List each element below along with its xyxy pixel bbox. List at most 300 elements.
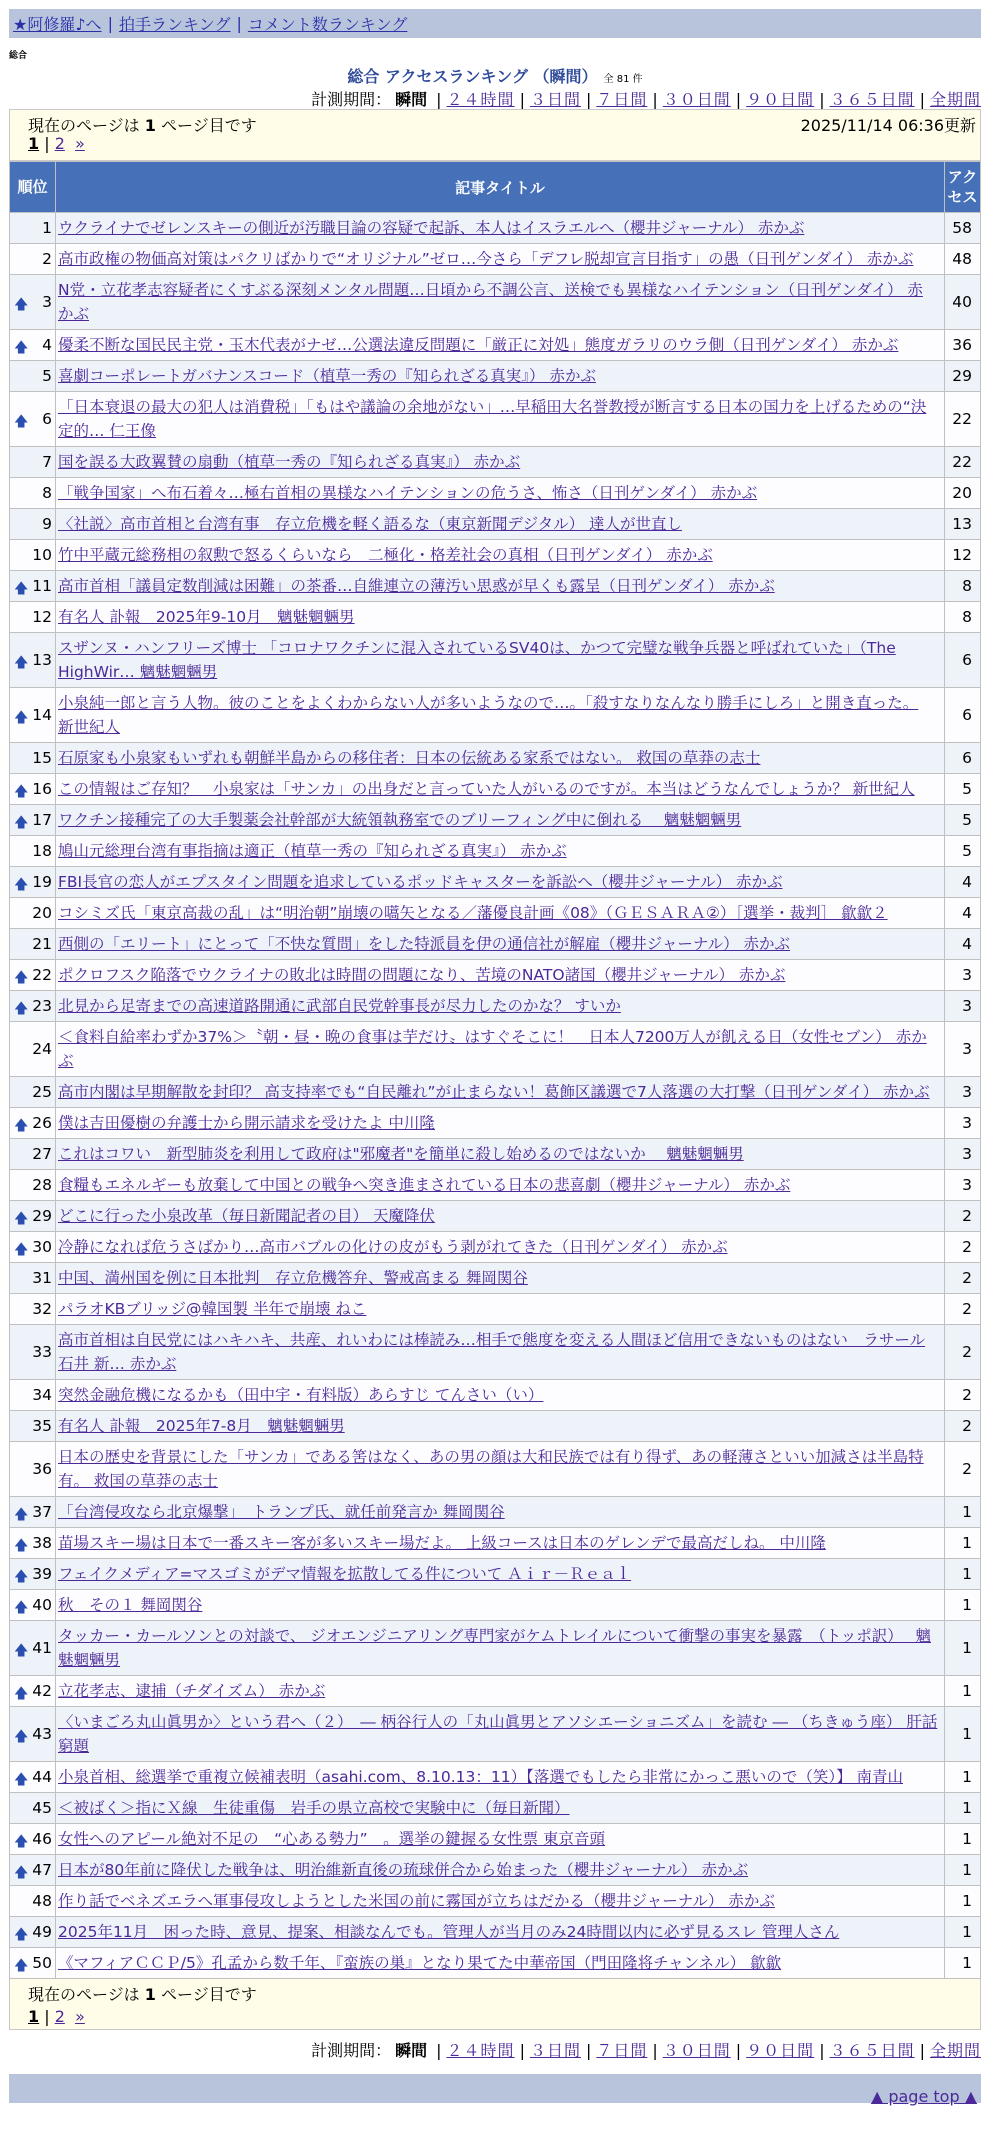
table-row <box>10 1917 981 1948</box>
up-arrow-icon: 🡅 <box>14 815 29 831</box>
article-title-link[interactable]: ワクチン接種完了の大手製薬会社幹部が大統領執務室でのブリーフィング中に倒れる 魑魅魍魎男 <box>58 811 742 829</box>
article-title-link[interactable]: 日本が80年前に降伏した戦争は、明治維新直後の琉球併合から始まった（櫻井ジャーナル） 赤かぶ <box>58 1861 749 1879</box>
rank-number: 19 <box>32 873 52 891</box>
article-title-link[interactable]: 〈いまごろ丸山眞男か〉という君へ（２） ― 柄谷行人の「丸山眞男とアソシエーショニズム」を読む ― （ちきゅう座） 肝話窮題 <box>58 1713 938 1755</box>
access-count: 5 <box>945 774 981 805</box>
rank-cell <box>10 1380 56 1411</box>
rank-number: 5 <box>42 367 52 385</box>
article-title-link[interactable]: 高市首相は自民党にはハキハキ、共産、れいわには棒読み…相手で態度を変える人間ほど信用できないものはない ラサール石井 新… 赤かぶ <box>58 1331 926 1373</box>
nav-separator: | <box>236 14 242 33</box>
next-page-link[interactable]: » <box>75 134 85 153</box>
rank-number: 41 <box>32 1639 52 1657</box>
title-cell <box>56 1917 945 1948</box>
rank-number: 3 <box>42 293 52 311</box>
rank-number: 27 <box>32 1145 52 1163</box>
access-count: 4 <box>945 929 981 960</box>
access-count: 1 <box>945 1917 981 1948</box>
title-cell <box>56 1022 945 1077</box>
rank-number: 14 <box>32 706 52 724</box>
updated-time: 2025/11/14 06:36更新 <box>800 116 976 135</box>
rank-cell <box>10 1621 56 1676</box>
title-header: 記事タイトル <box>56 162 945 213</box>
rank-number: 16 <box>32 780 52 798</box>
article-title-link[interactable]: これはコワい 新型肺炎を利用して政府は"邪魔者"を簡単に殺し始めるのではないか 魑魅魍魎男 <box>58 1145 744 1163</box>
up-arrow-icon: 🡅 <box>14 297 29 313</box>
title-cell <box>56 1325 945 1380</box>
period-current: 瞬間 <box>395 90 428 109</box>
period-option-link[interactable]: ７日間 <box>596 2041 648 2060</box>
article-title-link[interactable]: この情報はご存知？ 小泉家は「サンカ」の出身だと言っていた人がいるのですが。本当はどうなんでしょうか？ 新世紀人 <box>58 780 915 798</box>
period-selector-bottom <box>9 2038 981 2060</box>
rank-cell <box>10 478 56 509</box>
table-row <box>10 774 981 805</box>
rank-cell <box>10 743 56 774</box>
title-cell <box>56 1762 945 1793</box>
total-count: 全 81 件 <box>603 74 643 85</box>
table-row <box>10 991 981 1022</box>
title-cell <box>56 1948 945 1979</box>
next-page-link-bottom[interactable]: » <box>75 2007 85 2026</box>
rank-number: 23 <box>32 997 52 1015</box>
table-row <box>10 1497 981 1528</box>
access-count: 20 <box>945 478 981 509</box>
rank-number: 46 <box>32 1830 52 1848</box>
rank-number: 48 <box>32 1892 52 1910</box>
access-count: 2 <box>945 1294 981 1325</box>
table-row <box>10 1411 981 1442</box>
rank-number: 7 <box>42 453 52 471</box>
up-arrow-icon: 🡅 <box>14 1118 29 1134</box>
article-title-link[interactable]: FBI長官の恋人がエプスタイン問題を追求しているポッドキャスターを訴訟へ（櫻井ジャーナル） 赤かぶ <box>58 873 783 891</box>
period-option-link[interactable]: ３日間 <box>529 90 581 109</box>
rank-number: 21 <box>32 935 52 953</box>
title-cell <box>56 1824 945 1855</box>
clap-ranking-link[interactable]: 拍手ランキング <box>118 15 231 34</box>
title-cell <box>56 1676 945 1707</box>
access-count: 2 <box>945 1380 981 1411</box>
rank-number: 28 <box>32 1176 52 1194</box>
period-separator: | <box>735 2041 742 2060</box>
rank-cell <box>10 836 56 867</box>
table-row <box>10 688 981 743</box>
rank-cell <box>10 1294 56 1325</box>
access-count: 8 <box>945 571 981 602</box>
period-separator: | <box>819 90 825 109</box>
table-row <box>10 898 981 929</box>
page-title: 総合 アクセスランキング （瞬間） <box>347 67 598 86</box>
period-option-link[interactable]: 全期間 <box>929 2041 981 2060</box>
article-title-link[interactable]: 「日本衰退の最大の犯人は消費税」「もはや議論の余地がない」…早稲田大名誉教授が断言する日本の国力を上げるための“決定的… 仁王像 <box>58 398 927 440</box>
access-count: 1 <box>945 1886 981 1917</box>
rank-number: 30 <box>32 1238 52 1256</box>
period-separator: | <box>519 90 525 109</box>
rank-number: 31 <box>32 1269 52 1287</box>
article-title-link[interactable]: 「台湾侵攻なら北京爆撃」 トランプ氏、就任前発言か 舞岡関谷 <box>58 1503 505 1521</box>
title-cell <box>56 1077 945 1108</box>
rank-cell <box>10 960 56 991</box>
rank-cell <box>10 929 56 960</box>
title-cell <box>56 1497 945 1528</box>
title-cell <box>56 1707 945 1762</box>
title-cell <box>56 392 945 447</box>
up-arrow-icon: 🡅 <box>14 970 29 986</box>
rank-cell <box>10 1559 56 1590</box>
up-arrow-icon: 🡅 <box>14 1242 29 1258</box>
period-separator: | <box>519 2041 525 2060</box>
rank-header: 順位 <box>10 162 56 213</box>
period-separator: | <box>919 90 925 109</box>
rank-cell <box>10 1793 56 1824</box>
category-label: 総合 <box>9 51 28 61</box>
up-arrow-icon: 🡅 <box>14 1600 29 1616</box>
rank-number: 8 <box>42 484 52 502</box>
access-count: 3 <box>945 1139 981 1170</box>
article-title-link[interactable]: ＜食料自給率わずか37%＞〝朝・昼・晩の食事は芋だけ〟はすぐそこに！ 日本人7200万人が飢える日（女性セブン） 赤かぶ <box>58 1028 927 1070</box>
title-cell <box>56 960 945 991</box>
table-row <box>10 1948 981 1979</box>
up-arrow-icon: 🡅 <box>14 581 29 597</box>
page-2-link[interactable]: 2 <box>54 134 65 153</box>
rank-cell <box>10 540 56 571</box>
rank-cell <box>10 1824 56 1855</box>
home-link[interactable]: ★阿修羅♪へ <box>13 15 102 34</box>
rank-cell <box>10 1855 56 1886</box>
article-title-link[interactable]: 日本の歴史を背景にした「サンカ」である筈はなく、あの男の顔は大和民族では有り得ず、あの軽薄さといい加減さは半島特有。 救国の草莽の志士 <box>58 1448 924 1490</box>
period-selector-top <box>9 87 981 109</box>
table-row <box>10 330 981 361</box>
period-option-link[interactable]: 全期間 <box>929 90 981 109</box>
access-count: 29 <box>945 361 981 392</box>
article-title-link[interactable]: パラオKBブリッジ@韓国製 半年で崩壊 ねこ <box>58 1300 367 1318</box>
article-title-link[interactable]: 高市首相「議員定数削減は困難」の茶番…自維連立の薄汚い思惑が早くも露呈（日刊ゲンダイ） 赤かぶ <box>58 577 775 595</box>
rank-number: 44 <box>32 1768 52 1786</box>
table-row <box>10 1762 981 1793</box>
rank-cell <box>10 805 56 836</box>
rank-cell <box>10 1762 56 1793</box>
current-page-text: 現在のページは 1 ページ目です <box>28 116 257 135</box>
rank-number: 49 <box>32 1923 52 1941</box>
article-title-link[interactable]: 苗場スキー場は日本で一番スキー客が多いスキー場だよ。 上級コースは日本のゲレンデで最高だしね。 中川隆 <box>58 1534 826 1552</box>
top-nav-bar <box>9 9 981 38</box>
title-cell <box>56 1411 945 1442</box>
access-count: 6 <box>945 633 981 688</box>
title-cell <box>56 478 945 509</box>
access-count: 1 <box>945 1497 981 1528</box>
table-row <box>10 1380 981 1411</box>
article-title-link[interactable]: 高市内閣は早期解散を封印？ 高支持率でも“自民離れ”が止まらない！葛飾区議選で7人落選の大打撃（日刊ゲンダイ） 赤かぶ <box>58 1083 930 1101</box>
rank-number: 17 <box>32 811 52 829</box>
table-row <box>10 571 981 602</box>
article-title-link[interactable]: ＜被ばく＞指にＸ線 生徒重傷 岩手の県立高校で実験中に（毎日新聞） <box>58 1799 570 1817</box>
title-cell <box>56 867 945 898</box>
table-row <box>10 743 981 774</box>
article-title-link[interactable]: どこに行った小泉改革（毎日新聞記者の目） 天魔降伏 <box>58 1207 435 1225</box>
rank-cell <box>10 602 56 633</box>
ranking-table <box>9 161 981 1979</box>
comment-ranking-link[interactable]: コメント数ランキング <box>247 15 408 34</box>
title-cell <box>56 991 945 1022</box>
title-cell <box>56 361 945 392</box>
table-row <box>10 275 981 330</box>
table-row <box>10 361 981 392</box>
article-title-link[interactable]: 「戦争国家」へ布石着々…極右首相の異様なハイテンションの危うさ、怖さ（日刊ゲンダイ） 赤かぶ <box>58 484 758 502</box>
title-cell <box>56 540 945 571</box>
period-option-link[interactable]: ３０日間 <box>662 90 731 109</box>
article-title-link[interactable]: 北見から足寄までの高速道路開通に武部自民党幹事長が尽力したのかな？ すいか <box>58 997 621 1015</box>
period-options <box>431 90 981 109</box>
title-cell <box>56 1528 945 1559</box>
up-arrow-icon: 🡅 <box>14 1686 29 1702</box>
up-arrow-icon: 🡅 <box>14 1538 29 1554</box>
access-count: 2 <box>945 1325 981 1380</box>
article-title-link[interactable]: 喜劇コーポレートガバナンスコード（植草一秀の『知られざる真実』） 赤かぶ <box>58 367 596 385</box>
title-cell <box>56 244 945 275</box>
table-row <box>10 447 981 478</box>
article-title-link[interactable]: 高市政権の物価高対策はパクリばかりで“オリジナル”ゼロ…今さら「デフレ脱却宣言目指す」の愚（日刊ゲンダイ） 赤かぶ <box>58 250 914 268</box>
table-row <box>10 392 981 447</box>
access-count: 2 <box>945 1201 981 1232</box>
access-count: 22 <box>945 392 981 447</box>
article-title-link[interactable]: 突然金融危機になるかも（田中宇・有料版）あらすじ てんさい（い） <box>58 1386 544 1404</box>
article-title-link[interactable]: 食糧もエネルギーも放棄して中国との戦争へ突き進まされている日本の悲喜劇（櫻井ジャーナル） 赤かぶ <box>58 1176 791 1194</box>
title-cell <box>56 447 945 478</box>
article-title-link[interactable]: 小泉純一郎と言う人物。彼のことをよくわからない人が多いようなので…。「殺すなりなんなり勝手にしろ」と開き直った。 新世紀人 <box>58 694 919 736</box>
period-option-link[interactable]: ２４時間 <box>446 90 515 109</box>
table-row <box>10 1621 981 1676</box>
rank-cell <box>10 991 56 1022</box>
rank-cell <box>10 1528 56 1559</box>
rank-cell <box>10 1077 56 1108</box>
title-cell <box>56 1139 945 1170</box>
rank-cell <box>10 509 56 540</box>
article-title-link[interactable]: 冷静になれば危うさばかり…高市バブルの化けの皮がもう剥がれてきた（日刊ゲンダイ） 赤かぶ <box>58 1238 728 1256</box>
article-title-link[interactable]: 石原家も小泉家もいずれも朝鮮半島からの移住者：日本の伝統ある家系ではない。 救国の草莽の志士 <box>58 749 761 767</box>
rank-cell <box>10 1497 56 1528</box>
up-arrow-icon: 🡅 <box>14 1569 29 1585</box>
title-cell <box>56 929 945 960</box>
rank-cell <box>10 1325 56 1380</box>
rank-cell <box>10 330 56 361</box>
rank-number: 24 <box>32 1040 52 1058</box>
table-row <box>10 1824 981 1855</box>
article-title-link[interactable]: ポクロフスク陥落でウクライナの敗北は時間の問題になり、苦境のNATO諸国（櫻井ジャーナル） 赤かぶ <box>58 966 786 984</box>
period-separator: | <box>585 90 592 109</box>
table-row <box>10 1855 981 1886</box>
article-title-link[interactable]: タッカー・カールソンとの対談で、 ジオエンジニアリング専門家がケムトレイルについて衝撃の事実を暴露 （トッポ訳） 魑魅魍魎男 <box>58 1627 931 1669</box>
access-count: 1 <box>945 1676 981 1707</box>
period-option-link[interactable]: ３６５日間 <box>829 90 915 109</box>
article-title-link[interactable]: 国を誤る大政翼賛の扇動（植草一秀の『知られざる真実』） 赤かぶ <box>58 453 521 471</box>
article-title-link[interactable]: 鳩山元総理台湾有事指摘は適正（植草一秀の『知られざる真実』） 赤かぶ <box>58 842 567 860</box>
rank-cell <box>10 1676 56 1707</box>
rank-cell <box>10 392 56 447</box>
period-option-link[interactable]: ３６５日間 <box>829 2041 915 2060</box>
rank-number: 29 <box>32 1207 52 1225</box>
rank-cell <box>10 688 56 743</box>
table-row <box>10 1325 981 1380</box>
rank-cell <box>10 633 56 688</box>
period-option-link[interactable]: ７日間 <box>596 90 648 109</box>
rank-cell <box>10 1263 56 1294</box>
title-cell <box>56 509 945 540</box>
table-row <box>10 929 981 960</box>
table-row <box>10 836 981 867</box>
table-row <box>10 1590 981 1621</box>
rank-cell <box>10 1201 56 1232</box>
table-row <box>10 1022 981 1077</box>
page-top-link[interactable]: ▲ page top ▲ <box>870 2087 977 2106</box>
up-arrow-icon: 🡅 <box>14 1001 29 1017</box>
up-arrow-icon: 🡅 <box>14 1958 29 1974</box>
article-title-link[interactable]: スザンヌ・ハンフリーズ博士 「コロナワクチンに混入されているSV40は、かつて完璧な戦争兵器と呼ばれていた」（The HighWir… 魑魅魍魎男 <box>58 639 896 681</box>
rank-cell <box>10 1108 56 1139</box>
table-row <box>10 244 981 275</box>
access-count: 1 <box>945 1824 981 1855</box>
article-title-link[interactable]: 小泉首相、総選挙で重複立候補表明（asahi.com、8.10.13：11）【落選でもしたら非常にかっこ悪いので（笑）】 南青山 <box>58 1768 904 1786</box>
article-title-link[interactable]: フェイクメディア=マスゴミがデマ情報を拡散してる件について Ａｉｒ－Ｒｅａｌ <box>58 1565 632 1583</box>
access-count: 5 <box>945 836 981 867</box>
access-count: 1 <box>945 1590 981 1621</box>
period-option-link[interactable]: ３日間 <box>529 2041 581 2060</box>
rank-cell <box>10 1022 56 1077</box>
access-count: 48 <box>945 244 981 275</box>
title-cell <box>56 1559 945 1590</box>
title-cell <box>56 1855 945 1886</box>
rank-number: 1 <box>42 219 52 237</box>
period-option-link[interactable]: ２４時間 <box>446 2041 515 2060</box>
rank-cell <box>10 571 56 602</box>
table-row <box>10 213 981 244</box>
access-count: 1 <box>945 1855 981 1886</box>
title-cell <box>56 688 945 743</box>
up-arrow-icon: 🡅 <box>14 1211 29 1227</box>
period-separator: | <box>585 2041 592 2060</box>
article-title-link[interactable]: 《マフィアＣＣＰ/5》孔孟から数千年、『蛮族の巣』となり果てた中華帝国（門田隆将チャンネル） 歙歙 <box>58 1954 782 1972</box>
up-arrow-icon: 🡅 <box>14 1507 29 1523</box>
up-arrow-icon: 🡅 <box>14 1834 29 1850</box>
article-title-link[interactable]: 有名人 訃報 2025年9-10月 魑魅魍魎男 <box>58 608 355 626</box>
page-title-line <box>9 64 981 84</box>
table-row <box>10 1528 981 1559</box>
article-title-link[interactable]: 女性へのアピール絶対不足の “心ある勢力” 。選挙の鍵握る女性票 東京音頭 <box>58 1830 606 1848</box>
table-row <box>10 509 981 540</box>
article-title-link[interactable]: 西側の「エリート」にとって「不快な質問」をした特派員を伊の通信社が解雇（櫻井ジャーナル） 赤かぶ <box>58 935 791 953</box>
table-row <box>10 1170 981 1201</box>
article-title-link[interactable]: 中国、満州国を例に日本批判 存立危機答弁、警戒高まる 舞岡関谷 <box>58 1269 528 1287</box>
article-title-link[interactable]: N党・立花孝志容疑者にくすぶる深刻メンタル問題…日頃から不調公言、送検でも異様なハイテンション（日刊ゲンダイ） 赤かぶ <box>58 281 923 323</box>
article-title-link[interactable]: 秋 その１ 舞岡関谷 <box>58 1596 203 1614</box>
access-count: 58 <box>945 213 981 244</box>
rank-cell <box>10 867 56 898</box>
up-arrow-icon: 🡅 <box>14 877 29 893</box>
access-count: 1 <box>945 1793 981 1824</box>
page-2-link-bottom[interactable]: 2 <box>54 2007 65 2026</box>
table-row <box>10 1294 981 1325</box>
article-title-link[interactable]: 優柔不断な国民民主党・玉木代表がナゼ…公選法違反問題に「厳正に対処」態度ガラリのウラ側（日刊ゲンダイ） 赤かぶ <box>58 336 899 354</box>
table-row <box>10 867 981 898</box>
rank-number: 40 <box>32 1596 52 1614</box>
period-separator: | <box>652 90 658 109</box>
up-arrow-icon: 🡅 <box>14 1772 29 1788</box>
access-count: 6 <box>945 688 981 743</box>
rank-number: 4 <box>42 336 52 354</box>
nav-separator: | <box>107 14 113 33</box>
title-cell <box>56 1201 945 1232</box>
rank-number: 2 <box>42 250 52 268</box>
rank-number: 45 <box>32 1799 52 1817</box>
up-arrow-icon: 🡅 <box>14 1927 29 1943</box>
article-title-link[interactable]: 〈社説〉高市首相と台湾有事 存立危機を軽く語るな（東京新聞デジタル） 達人が世直し <box>58 515 683 533</box>
period-option-link[interactable]: ９０日間 <box>746 90 815 109</box>
title-cell <box>56 1263 945 1294</box>
rank-number: 32 <box>32 1300 52 1318</box>
table-row <box>10 1676 981 1707</box>
period-options-bottom <box>431 2041 981 2060</box>
up-arrow-icon: 🡅 <box>14 1865 29 1881</box>
access-header: アクセス <box>945 162 981 213</box>
rank-number: 18 <box>32 842 52 860</box>
article-title-link[interactable]: 作り話でベネズエラへ軍事侵攻しようとした米国の前に霧国が立ちはだかる（櫻井ジャーナル） 赤かぶ <box>58 1892 775 1910</box>
article-title-link[interactable]: 2025年11月 困った時、意見、提案、相談なんでも。管理人が当月のみ24時間以内に必ず見るスレ 管理人さん <box>58 1923 840 1941</box>
rank-cell <box>10 1886 56 1917</box>
rank-number: 11 <box>32 577 52 595</box>
rank-cell <box>10 275 56 330</box>
rank-number: 43 <box>32 1725 52 1743</box>
title-cell <box>56 1108 945 1139</box>
access-count: 1 <box>945 1528 981 1559</box>
rank-cell <box>10 1948 56 1979</box>
table-row <box>10 1232 981 1263</box>
table-row <box>10 960 981 991</box>
title-cell <box>56 1232 945 1263</box>
title-cell <box>56 571 945 602</box>
up-arrow-icon: 🡅 <box>14 655 29 671</box>
up-arrow-icon: 🡅 <box>14 1729 29 1745</box>
rank-number: 13 <box>32 651 52 669</box>
period-option-link[interactable]: ９０日間 <box>746 2041 815 2060</box>
article-title-link[interactable]: 有名人 訃報 2025年7-8月 魑魅魍魎男 <box>58 1417 345 1435</box>
access-count: 1 <box>945 1762 981 1793</box>
up-arrow-icon: 🡅 <box>14 340 29 356</box>
title-cell <box>56 774 945 805</box>
footer-bar <box>9 2074 981 2106</box>
article-title-link[interactable]: 立花孝志、逮捕（チダイズム） 赤かぶ <box>58 1682 326 1700</box>
up-arrow-icon: 🡅 <box>14 710 29 726</box>
access-count: 13 <box>945 509 981 540</box>
ranking-table-body <box>10 213 981 1979</box>
title-cell <box>56 1294 945 1325</box>
rank-number: 34 <box>32 1386 52 1404</box>
pagination-top: 現在のページは 1 ページ目です 2025/11/14 06:36更新 1 | 2 » <box>9 109 981 161</box>
access-count: 8 <box>945 602 981 633</box>
access-count: 2 <box>945 1442 981 1497</box>
period-option-link[interactable]: ３０日間 <box>662 2041 731 2060</box>
rank-cell <box>10 1917 56 1948</box>
access-count: 6 <box>945 743 981 774</box>
period-separator: | <box>436 2041 442 2060</box>
article-title-link[interactable]: コシミズ氏「東京高裁の乱」は“明治朝”崩壊の嚆矢となる／藩優良計画《08》（ＧＥＳＡＲＡ②）［選挙・裁判］ 歙歙２ <box>58 904 888 922</box>
rank-cell <box>10 1707 56 1762</box>
period-label-bottom: 計測期間： <box>311 2041 392 2060</box>
rank-cell <box>10 1170 56 1201</box>
access-count: 5 <box>945 805 981 836</box>
article-title-link[interactable]: 竹中平蔵元総務相の叙勲で怒るくらいなら 二極化・格差社会の真相（日刊ゲンダイ） 赤かぶ <box>58 546 713 564</box>
rank-cell <box>10 244 56 275</box>
article-title-link[interactable]: 僕は吉田優樹の弁護士から開示請求を受けたよ 中川隆 <box>58 1114 435 1132</box>
rank-number: 33 <box>32 1343 52 1361</box>
article-title-link[interactable]: ウクライナでゼレンスキーの側近が汚職目論の容疑で起訴、本人はイスラエルへ（櫻井ジャーナル） 赤かぶ <box>58 219 805 237</box>
title-cell <box>56 805 945 836</box>
